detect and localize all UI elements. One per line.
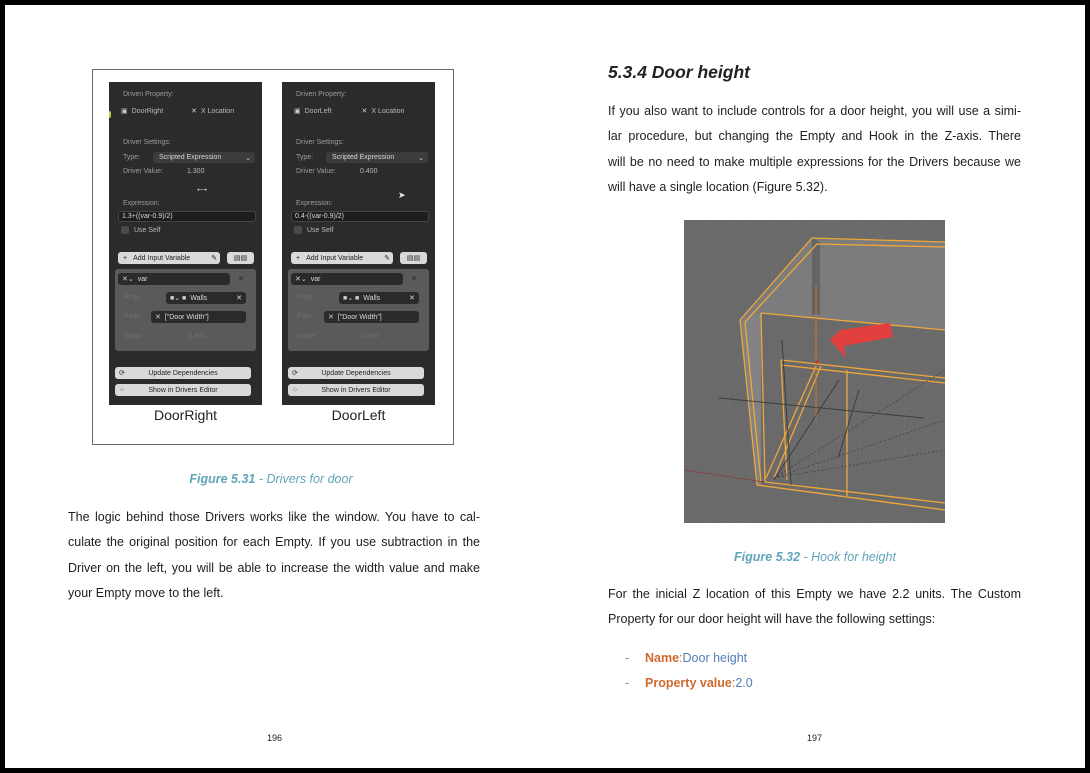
list-dash: - [625, 650, 630, 665]
panel-caption-door-right: DoorRight [153, 407, 218, 423]
prop-value: Walls [363, 294, 381, 302]
prop-field[interactable] [339, 292, 419, 304]
driver-type-select[interactable] [326, 152, 428, 163]
refresh-icon: ⟳ [119, 370, 125, 377]
figure-caption-5-31 [5, 472, 537, 486]
chevron-down-icon: ⌄ [418, 154, 424, 162]
chevron-down-icon: ⌄ [245, 154, 251, 162]
figure-5-32-viewport [684, 220, 945, 523]
caption-text: - Hook for height [800, 550, 896, 564]
intro-paragraph [608, 99, 1021, 200]
update-dependencies-label: Update Dependencies [148, 369, 218, 377]
settings-paragraph [608, 582, 1021, 633]
object-type-icon: ■⌄ ■ [170, 295, 187, 302]
text-line: lar procedure, but changing the Empty and Hook in the Z-axis. There [608, 129, 1021, 144]
eyedropper-icon: ✎ [384, 255, 390, 262]
driver-panel-door-left [282, 82, 435, 405]
variable-name-field[interactable] [291, 273, 403, 285]
figure-caption-5-32 [545, 550, 1085, 564]
driven-property-row [294, 107, 435, 115]
driver-settings-label: Driver Settings: [296, 139, 344, 146]
copy-paste-button[interactable] [400, 252, 427, 264]
text-line: your Empty move to the left. [68, 585, 224, 600]
value-label: Value: [297, 333, 317, 340]
object-type-icon: ■⌄ ■ [343, 295, 360, 302]
settings-list [625, 645, 753, 695]
driver-value: 1.300 [186, 168, 205, 175]
copy-paste-icon: ▤▤ [406, 255, 421, 262]
variable-name-field[interactable] [118, 273, 230, 285]
setting-separator: : [731, 675, 736, 690]
remove-variable-icon[interactable]: ✕ [411, 276, 417, 283]
page-number-right: 197 [807, 733, 823, 743]
path-label: Path: [124, 313, 141, 320]
show-in-drivers-editor-label: Show in Drivers Editor [148, 386, 218, 394]
driven-property-row [121, 107, 262, 115]
update-dependencies-button[interactable] [115, 367, 251, 379]
driven-object: DoorRight [131, 107, 164, 115]
use-self-label: Use Self [134, 226, 161, 234]
show-in-drivers-editor-button[interactable] [288, 384, 424, 396]
text-line: culate the original position for each Empty. If you use subtraction in the [68, 535, 480, 550]
book-spread [5, 5, 1085, 768]
variable-box [115, 269, 256, 351]
use-self-checkbox[interactable] [294, 226, 302, 234]
path-value: ["Door Width"] [164, 313, 209, 321]
setting-item-name [625, 645, 753, 670]
section-heading: 5.3.4 Door height [608, 62, 750, 82]
expression-label: Expression: [296, 200, 333, 207]
text-line: will have a single location (Figure 5.32). [608, 179, 828, 194]
add-input-variable-label: Add Input Variable [306, 254, 364, 262]
viewport-render [684, 220, 945, 523]
use-self-checkbox[interactable] [121, 226, 129, 234]
driver-type-value: Scripted Expression [159, 154, 222, 161]
show-in-drivers-editor-label: Show in Drivers Editor [321, 386, 391, 394]
add-input-variable-button[interactable] [291, 252, 393, 264]
path-value: ["Door Width"] [337, 313, 382, 321]
text-line: The logic behind those Drivers works like the window. You have to cal- [68, 510, 480, 524]
page-197 [545, 5, 1085, 768]
driver-value: 0.400 [359, 168, 378, 175]
driven-object: DoorLeft [304, 107, 332, 115]
driver-value-row [123, 168, 262, 175]
driver-type-select[interactable] [153, 152, 255, 163]
left-paragraph [68, 505, 480, 606]
resize-cursor-icon: ⟷ [197, 187, 208, 194]
expression-input[interactable]: 1.3+((var-0.9)/2) [118, 211, 256, 222]
caption-number: Figure 5.32 [734, 550, 801, 564]
type-label: Type: [296, 154, 314, 161]
variable-name: var [310, 275, 321, 283]
expression-input[interactable]: 0.4-((var-0.9)/2) [291, 211, 429, 222]
type-label: Type: [123, 154, 141, 161]
text-line: If you also want to include controls for a door height, you will use a simi- [608, 104, 1021, 118]
add-input-variable-button[interactable] [118, 252, 220, 264]
show-in-drivers-editor-button[interactable] [115, 384, 251, 396]
refresh-icon: ⟳ [292, 370, 298, 377]
setting-value: 2.0 [735, 675, 753, 690]
mouse-cursor-icon: ➤ [398, 190, 406, 200]
driver-type-value: Scripted Expression [332, 154, 395, 161]
drivers-editor-icon: ⁘ [119, 387, 125, 394]
setting-separator: : [679, 650, 683, 665]
use-self-row[interactable] [121, 226, 262, 234]
text-line: Driver on the left, you will be able to increase the width value and make [68, 560, 480, 575]
use-self-row[interactable] [294, 226, 435, 234]
plus-icon: + [123, 254, 128, 262]
use-self-label: Use Self [307, 226, 334, 234]
variable-name: var [137, 275, 148, 283]
driver-value-row [296, 168, 435, 175]
caption-text: - Drivers for door [255, 472, 353, 486]
expression-label: Expression: [123, 200, 160, 207]
driver-value-label: Driver Value: [296, 168, 336, 175]
figure-5-31 [92, 69, 454, 445]
value-row [124, 333, 256, 340]
variable-box [288, 269, 429, 351]
object-icon: ▣ [121, 108, 128, 115]
path-field[interactable] [324, 311, 419, 323]
driver-value-label: Driver Value: [123, 168, 163, 175]
path-label: Path: [297, 313, 314, 320]
page-196 [5, 5, 545, 768]
driver-settings-label: Driver Settings: [123, 139, 171, 146]
setting-key: Property value [645, 675, 732, 690]
prop-label: Prop: [297, 294, 314, 301]
active-indicator [109, 111, 111, 118]
page-number-left: 196 [267, 733, 283, 743]
prop-field[interactable] [166, 292, 246, 304]
variable-value: 0.900 [188, 333, 206, 340]
rna-path-icon: ✕ [155, 314, 161, 321]
variable-type-icon: ✕⌄ [295, 276, 307, 283]
update-dependencies-button[interactable] [288, 367, 424, 379]
copy-paste-button[interactable] [227, 252, 254, 264]
driven-property-label: Driven Property: [123, 91, 174, 98]
object-icon: ▣ [294, 108, 301, 115]
value-label: Value: [124, 333, 144, 340]
text-line: will be no need to make multiple expressions for the Drivers because we [608, 154, 1021, 169]
path-field[interactable] [151, 311, 246, 323]
eyedropper-icon: ✎ [211, 255, 217, 262]
prop-label: Prop: [124, 294, 141, 301]
plus-icon: + [296, 254, 301, 262]
add-input-variable-label: Add Input Variable [133, 254, 191, 262]
variable-value: 0.900 [361, 333, 379, 340]
variable-type-icon: ✕⌄ [122, 276, 134, 283]
rna-icon: ✕ [191, 108, 198, 115]
driven-property-label: Driven Property: [296, 91, 347, 98]
setting-key: Name [645, 650, 680, 665]
setting-value: Door height [682, 650, 748, 665]
prop-value: Walls [190, 294, 208, 302]
rna-icon: ✕ [361, 108, 368, 115]
list-dash: - [625, 675, 630, 690]
copy-paste-icon: ▤▤ [233, 255, 248, 262]
update-dependencies-label: Update Dependencies [321, 369, 391, 377]
driven-property: X Location [371, 107, 405, 115]
drivers-editor-icon: ⁘ [292, 387, 298, 394]
driven-property: X Location [201, 107, 235, 115]
caption-number: Figure 5.31 [189, 472, 256, 486]
clear-icon[interactable]: ✕ [236, 295, 242, 302]
remove-variable-icon[interactable]: ✕ [238, 276, 244, 283]
text-line: For the inicial Z location of this Empty we have 2.2 units. The Custom [608, 587, 1021, 601]
value-row [297, 333, 429, 340]
clear-icon[interactable]: ✕ [409, 295, 415, 302]
setting-item-property-value [625, 670, 753, 695]
text-line: Property for our door height will have the following settings: [608, 612, 936, 627]
driver-panel-door-right [109, 82, 262, 405]
panel-caption-door-left: DoorLeft [331, 407, 386, 423]
rna-path-icon: ✕ [328, 314, 334, 321]
